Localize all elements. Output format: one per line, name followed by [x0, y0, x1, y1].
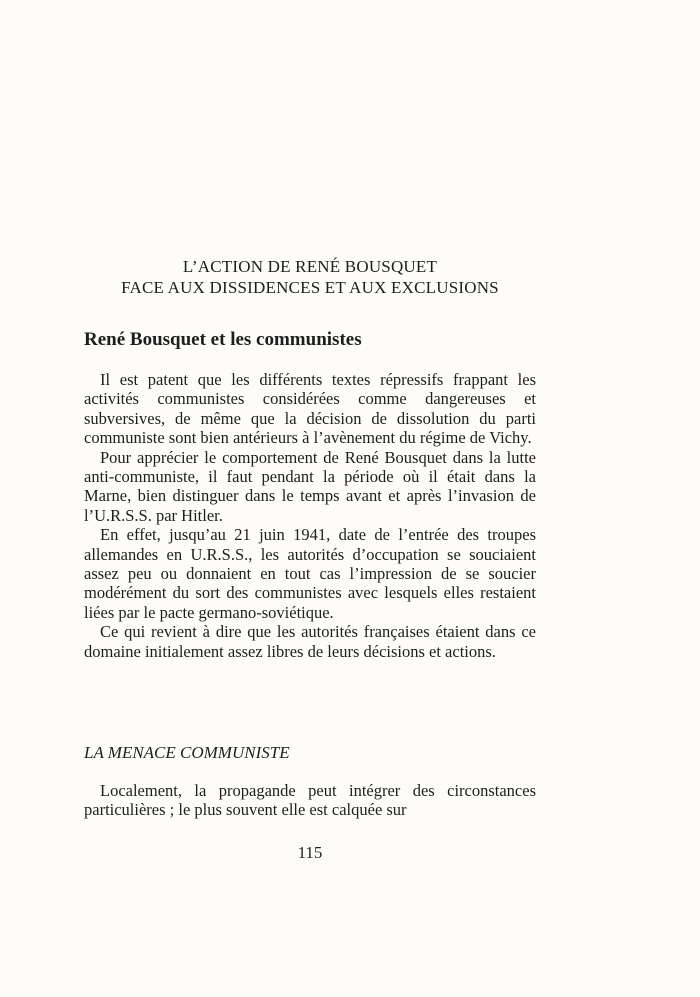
paragraph: Localement, la propagande peut intégrer des circonstances particulières ; le plus souvent elle est calquée sur [84, 781, 536, 820]
page-number: 115 [297, 843, 323, 862]
paragraph: Il est patent que les différents textes répressifs frappant les activités communistes considérées comme dangereuses et subversives, de même que la décision de dissolution du parti communiste sont bien antérieurs à l’avènement du régime de Vichy. [84, 370, 536, 448]
paragraph: Pour apprécier le comportement de René Bousquet dans la lutte anti-communiste, il faut pendant la période où il était dans la Marne, bien distinguer dans le temps avant et après l’invasion de l’U.R.S.S. par Hitler. [84, 447, 536, 525]
section-heading: René Bousquet et les communistes [84, 329, 362, 350]
paragraph: Ce qui revient à dire que les autorités françaises étaient dans ce domaine initialement assez libres de leurs décisions et actions. [84, 622, 536, 661]
chapter-title-line-1: L’ACTION DE RENÉ BOUSQUET [182, 257, 438, 276]
subsection-body [84, 781, 536, 820]
section-body [84, 370, 536, 661]
subsection-heading: LA MENACE COMMUNISTE [84, 743, 290, 762]
paragraph: En effet, jusqu’au 21 juin 1941, date de l’entrée des troupes allemandes en U.R.S.S., les autorités d’occupation se souciaient assez peu ou donnaient en tout cas l’impression de se soucier modérément du sort des communistes avec lesquels elles restaient liées par le pacte germano-soviétique. [84, 525, 536, 622]
chapter-title-line-2: FACE AUX DISSIDENCES ET AUX EXCLUSIONS [121, 278, 499, 297]
chapter-title [60, 256, 560, 298]
